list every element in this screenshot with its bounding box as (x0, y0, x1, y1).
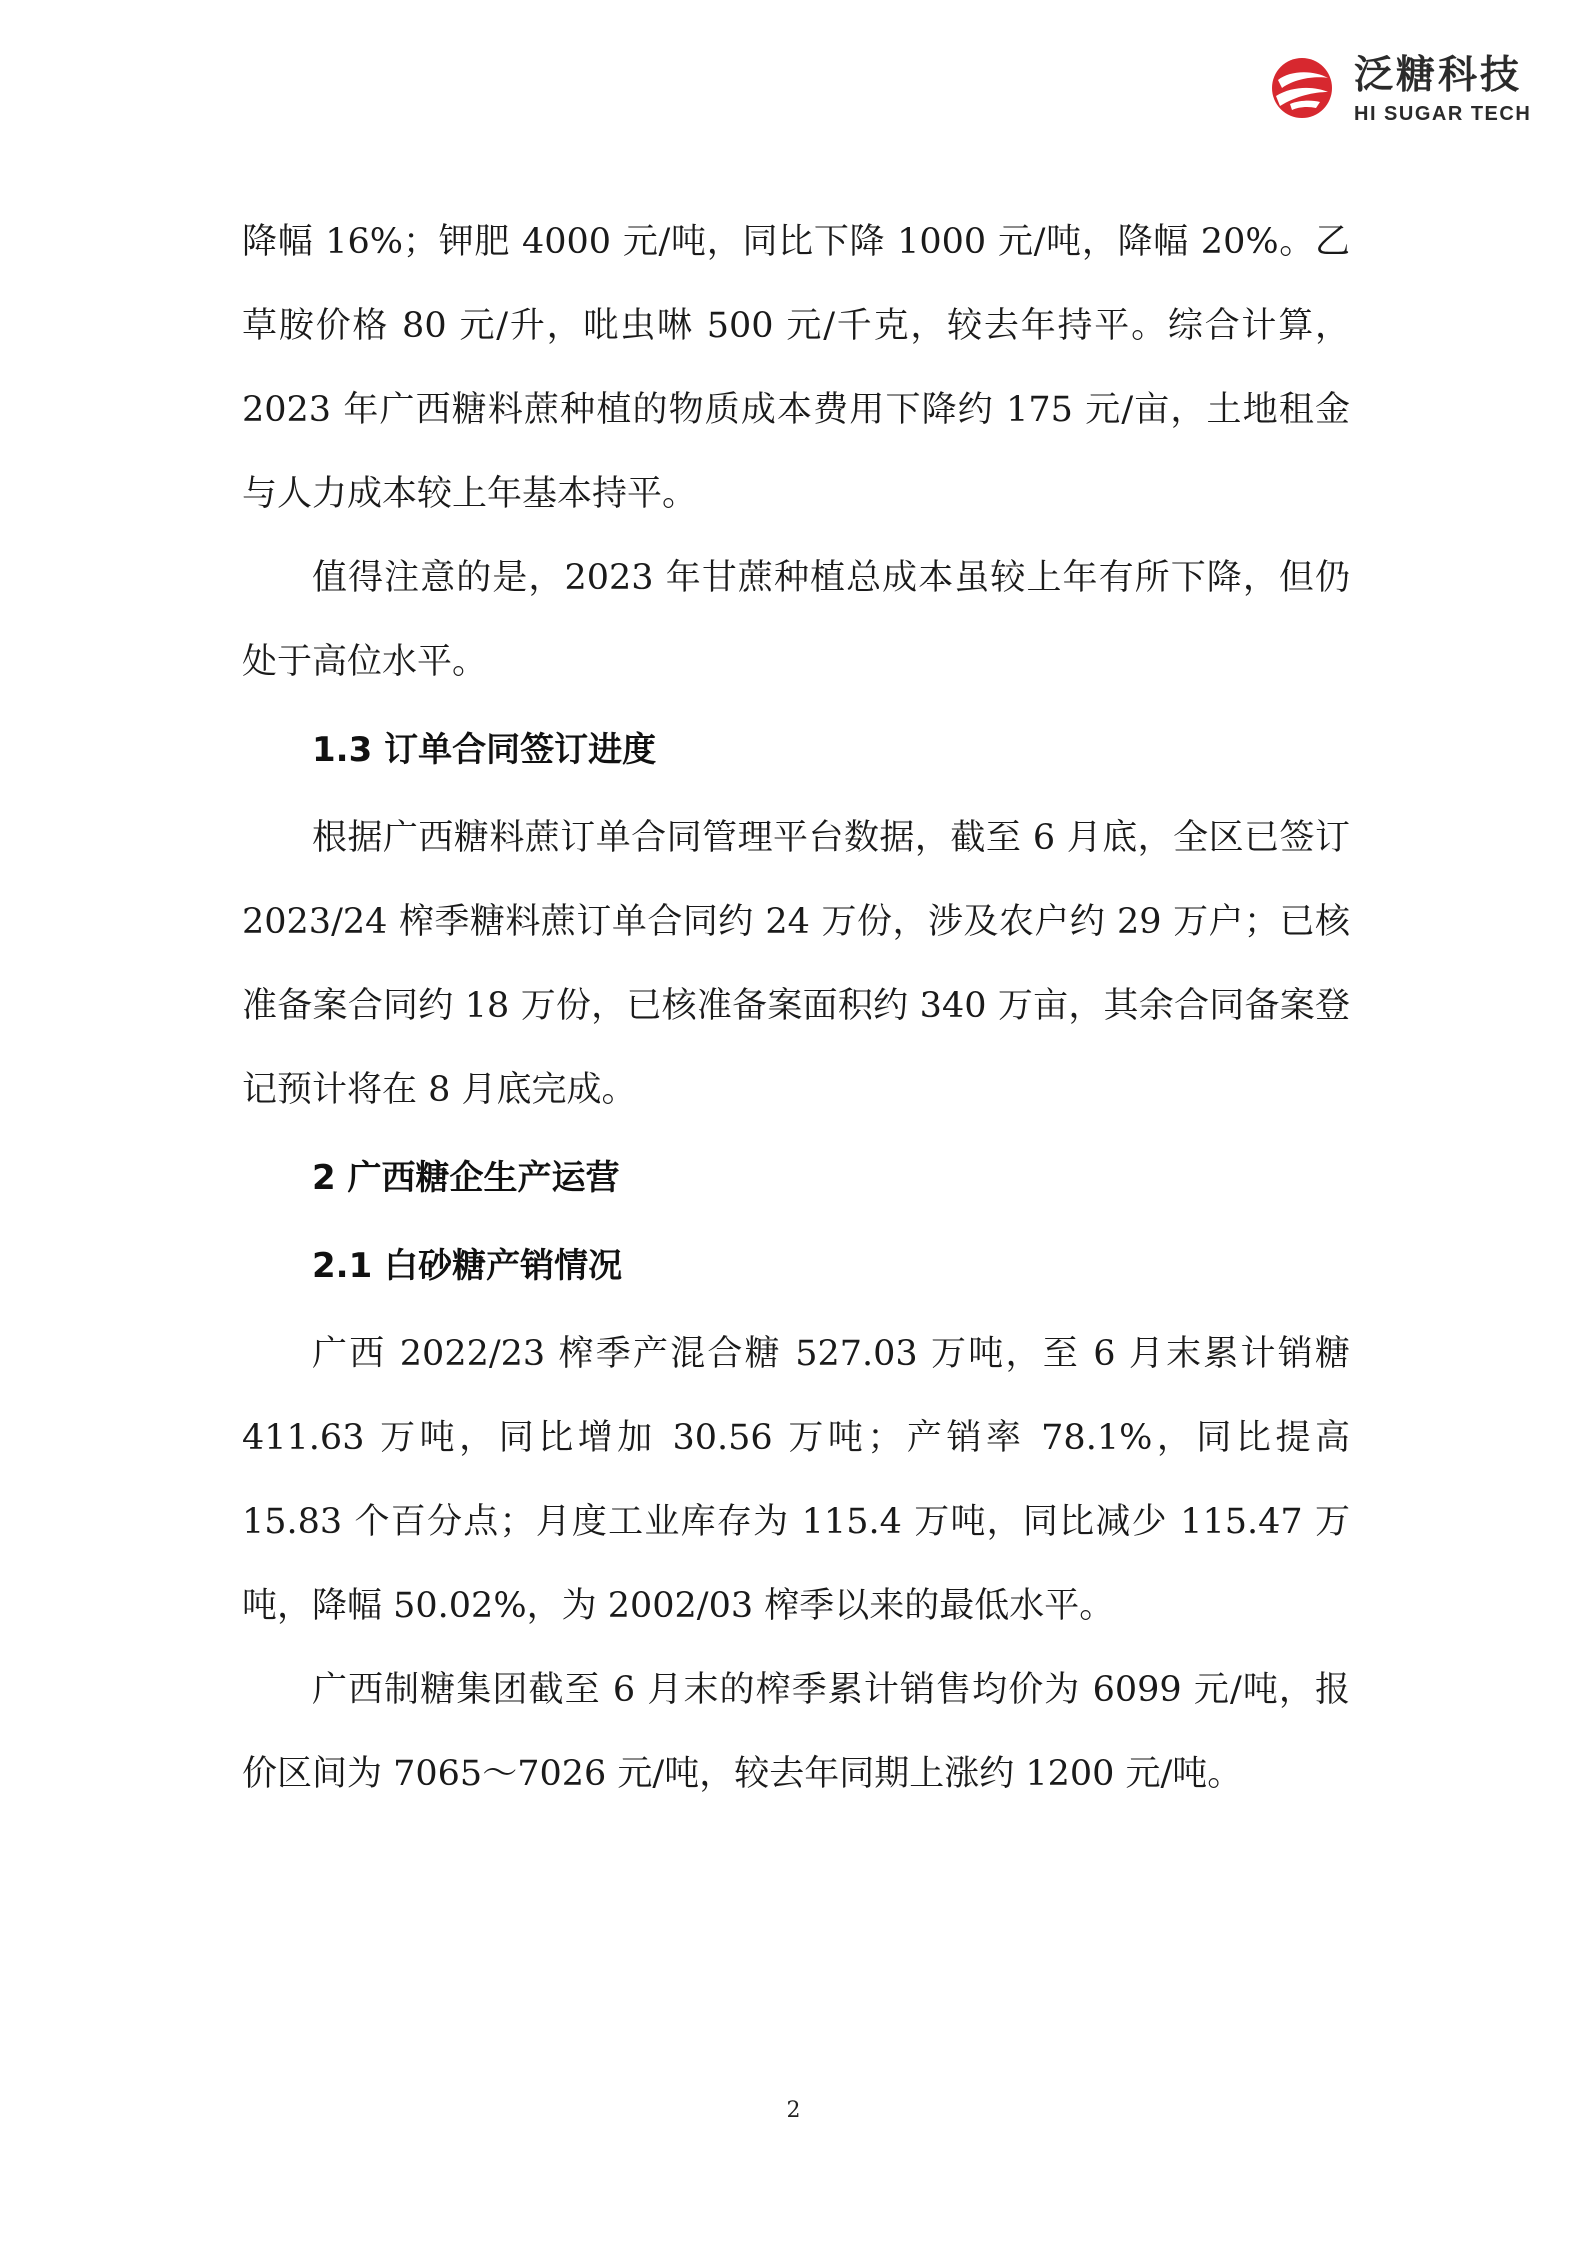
sugar-logo-icon (1270, 56, 1334, 120)
paragraph-pricing: 广西制糖集团截至 6 月末的榨季累计销售均价为 6099 元/吨，报价区间为 7065～7026 元/吨，较去年同期上涨约 1200 元/吨。 (242, 1670, 1350, 1794)
paragraph-cost-note: 值得注意的是，2023 年甘蔗种植总成本虽较上年有所下降，但仍处于高位水平。 (242, 558, 1350, 682)
logo-chinese-name: 泛糖科技 (1354, 53, 1523, 98)
paragraph-production-sales: 广西 2022/23 榨季产混合糖 527.03 万吨，至 6 月末累计销糖 411.63 万吨，同比增加 30.56 万吨；产销率 78.1%，同比提高 15.83 个百分点；月度工业库存为 115.4 万吨，同比减少 115.47 万吨，降幅 50.02%，为 2002/03 榨季以来的最低水平。 (242, 1334, 1350, 1626)
paragraph-contracts: 根据广西糖料蔗订单合同管理平台数据，截至 6 月底，全区已签订 2023/24 榨季糖料蔗订单合同约 24 万份，涉及农户约 29 万户；已核准备案合同约 18 万份，已核准备案面积约 340 万亩，其余合同备案登记预计将在 8 月底完成。 (242, 818, 1350, 1110)
company-logo (1270, 50, 1560, 130)
logo-english-name: HI SUGAR TECH (1354, 103, 1532, 125)
document-body (242, 200, 1350, 1816)
section-heading-2: 2 广西糖企生产运营 (312, 1158, 620, 1198)
section-heading-1-3: 1.3 订单合同签订进度 (312, 730, 657, 770)
section-heading-2-1: 2.1 白砂糖产销情况 (312, 1246, 623, 1286)
page-number: 2 (786, 2098, 801, 2123)
paragraph-fertilizer-costs: 降幅 16%；钾肥 4000 元/吨，同比下降 1000 元/吨，降幅 20%。乙草胺价格 80 元/升，吡虫啉 500 元/千克，较去年持平。综合计算，2023 年广西糖料蔗种植的物质成本费用下降约 175 元/亩，土地租金与人力成本较上年基本持平。 (242, 222, 1350, 514)
